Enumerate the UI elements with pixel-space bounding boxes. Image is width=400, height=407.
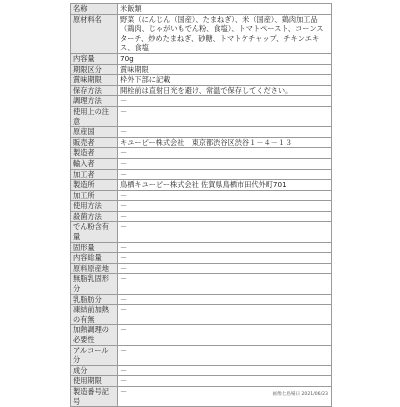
table-row: [71, 4, 332, 15]
field-value: －: [118, 127, 332, 138]
table-row: [71, 222, 332, 242]
field-label: 製造所: [71, 180, 118, 191]
field-value: －: [118, 294, 332, 305]
field-label: 凍結前加熱の有無: [71, 305, 118, 325]
table-row: [71, 96, 332, 107]
field-value: 70g: [118, 53, 332, 64]
field-label: 輸入者: [71, 158, 118, 169]
field-value: －: [118, 148, 332, 159]
table-row: [71, 274, 332, 294]
table-body: [71, 4, 332, 407]
field-label: 販売者: [71, 137, 118, 148]
field-label: 製造番号記号: [71, 386, 118, 406]
table-row: [71, 211, 332, 222]
info-table: [70, 3, 332, 407]
field-label: 内容量: [71, 53, 118, 64]
field-label: 調理方法: [71, 96, 118, 107]
table-row: [71, 106, 332, 126]
field-value: －: [118, 201, 332, 212]
field-value: －: [118, 365, 332, 376]
field-label: 使用期限: [71, 376, 118, 387]
field-value: －: [118, 106, 332, 126]
field-label: 殺菌方法: [71, 211, 118, 222]
field-value: 賞味期限: [118, 64, 332, 75]
field-label: 原材料名: [71, 14, 118, 53]
table-row: [71, 190, 332, 201]
field-value: 鳥栖キユーピー株式会社 佐賀県鳥栖市田代外町701: [118, 180, 332, 191]
field-value: －: [118, 376, 332, 387]
field-value: －: [118, 305, 332, 325]
field-value: －: [118, 253, 332, 264]
field-label: でん粉含有量: [71, 222, 118, 242]
table-row: [71, 14, 332, 53]
field-value: －: [118, 274, 332, 294]
field-value: キユーピー株式会社 東京都渋谷区渋谷１－４－１３: [118, 137, 332, 148]
table-row: [71, 158, 332, 169]
table-row: [71, 263, 332, 274]
field-value: －: [118, 386, 332, 406]
field-value: －: [118, 242, 332, 253]
table-row: [71, 305, 332, 325]
field-label: 乳脂肪分: [71, 294, 118, 305]
table-row: [71, 85, 332, 96]
table-row: [71, 345, 332, 365]
table-row: [71, 242, 332, 253]
field-label: 加工所: [71, 190, 118, 201]
table-row: [71, 365, 332, 376]
field-value: 野菜（にんじん（国産）、たまねぎ）、米（国産）、鶏肉加工品（鶏肉、じゃがいもでん粉、食塩）、トマトペースト、コーンスターチ、炒めたまねぎ、砂糖、トマトケチャップ、チキンエキス、食塩: [118, 14, 332, 53]
table-row: [71, 325, 332, 345]
field-value: －: [118, 96, 332, 107]
field-label: 加工者: [71, 169, 118, 180]
field-value: －: [118, 211, 332, 222]
table-row: [71, 201, 332, 212]
table-row: [71, 64, 332, 75]
field-label: 固形量: [71, 242, 118, 253]
table-row: [71, 376, 332, 387]
product-info-table: [70, 3, 332, 407]
field-label: 期限区分: [71, 64, 118, 75]
field-label: 賞味期限: [71, 75, 118, 86]
field-value: 枠外下部に記載: [118, 75, 332, 86]
table-row: [71, 127, 332, 138]
table-row: [71, 253, 332, 264]
field-label: 使用方法: [71, 201, 118, 212]
field-value: －: [118, 345, 332, 365]
table-row: [71, 148, 332, 159]
field-label: 製造者: [71, 148, 118, 159]
field-label: 成分: [71, 365, 118, 376]
field-label: 原産国: [71, 127, 118, 138]
field-value: －: [118, 263, 332, 274]
field-label: 保存方法: [71, 85, 118, 96]
field-value: －: [118, 190, 332, 201]
field-label: アルコール分: [71, 345, 118, 365]
field-value: －: [118, 222, 332, 242]
field-label: 加熱調理の必要性: [71, 325, 118, 345]
field-value: －: [118, 325, 332, 345]
field-value: 米飯類: [118, 4, 332, 15]
field-label: 原料原産地: [71, 263, 118, 274]
field-value: －: [118, 169, 332, 180]
table-row: [71, 294, 332, 305]
field-label: 使用上の注意: [71, 106, 118, 126]
update-date-note: 画像七島場日 2021/06/23: [272, 392, 328, 397]
field-label: 名称: [71, 4, 118, 15]
table-row: [71, 137, 332, 148]
table-row: [71, 75, 332, 86]
field-value: 開栓前は直射日光を避け、常温で保存してください。: [118, 85, 332, 96]
field-value: －: [118, 158, 332, 169]
field-label: 無脂乳固形分: [71, 274, 118, 294]
table-row: [71, 169, 332, 180]
field-label: 内容総量: [71, 253, 118, 264]
table-row: [71, 180, 332, 191]
table-row: [71, 53, 332, 64]
